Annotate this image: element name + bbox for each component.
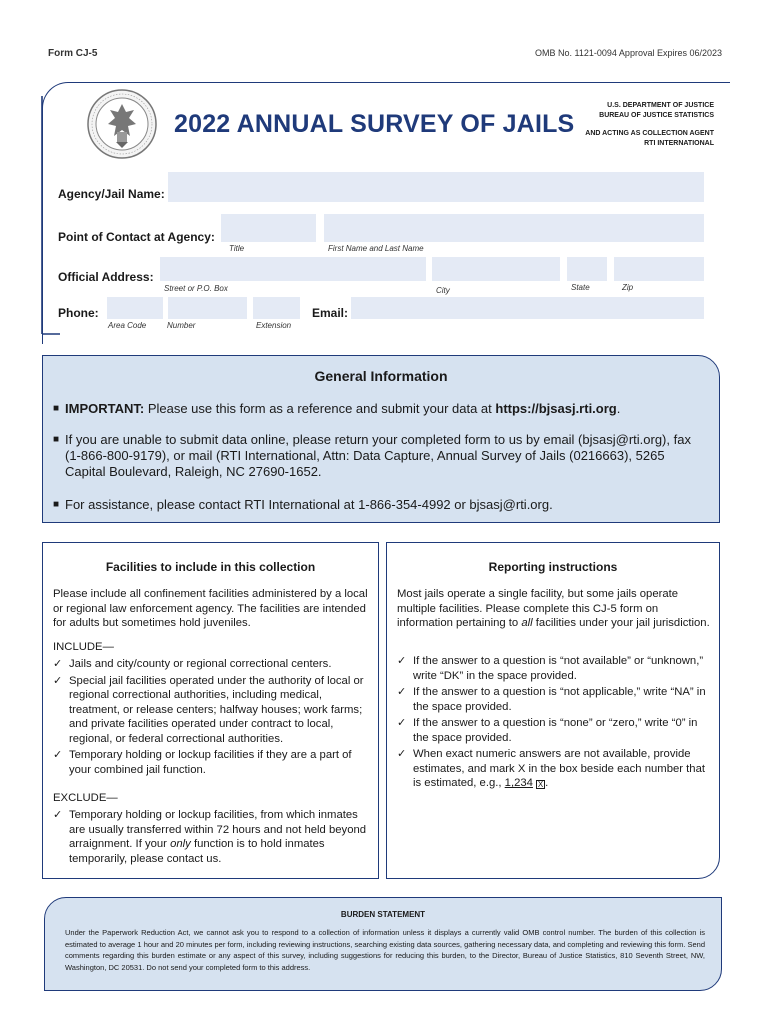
bullet-icon: ■	[53, 434, 60, 445]
reporting-item: ✓ If the answer to a question is “none” or “zero,” write “0” in the space provided.	[397, 717, 698, 744]
contact-name-field[interactable]	[324, 214, 704, 242]
checkmark-icon: ✓	[53, 749, 63, 761]
burden-panel	[44, 897, 722, 991]
agency-name-label: Agency/Jail Name:	[58, 187, 165, 201]
area-code-field[interactable]	[107, 297, 163, 319]
include-item: ✓ Jails and city/county or regional correctional centers.	[53, 658, 332, 670]
reporting-item: ✓ If the answer to a question is “not available” or “unknown,” write “DK” in the space provided.	[397, 655, 704, 682]
facilities-title: Facilities to include in this collection	[105, 560, 316, 574]
assistance-text: For assistance, please contact RTI International at 1-866-354-4992 or bjsasj@rti.org.	[65, 497, 553, 512]
example-value: 1,234	[504, 777, 533, 789]
email-field[interactable]	[351, 297, 704, 319]
facilities-panel	[42, 542, 379, 879]
doj-seal-icon	[86, 88, 158, 160]
include-label: INCLUDE—	[53, 641, 114, 653]
info-item-important	[53, 401, 708, 417]
info-item-return	[53, 432, 708, 480]
bullet-icon: ■	[53, 403, 60, 414]
estimate-checkbox: X	[537, 780, 544, 789]
extension-caption: Extension	[256, 321, 292, 330]
include-item: ✓ Temporary holding or lockup facilities if they are a part of your combined jail function.	[53, 749, 352, 776]
info-item-assistance	[53, 497, 708, 513]
exclude-label: EXCLUDE—	[53, 792, 118, 804]
street-caption: Street or P.O. Box	[164, 284, 228, 293]
agent-block	[544, 129, 714, 149]
checkmark-icon: ✓	[397, 748, 407, 760]
checkmark-icon: ✓	[53, 674, 63, 687]
agency-block	[554, 101, 714, 121]
survey-title: 2022 ANNUAL SURVEY OF JAILS	[174, 110, 575, 138]
contact-label: Point of Contact at Agency:	[58, 230, 215, 244]
bullet-icon: ■	[53, 499, 60, 510]
reporting-title: Reporting instructions	[488, 560, 618, 574]
title-caption: Title	[229, 244, 245, 253]
agency-name-field[interactable]	[168, 172, 704, 202]
omb-number: OMB No. 1121-0094 Approval Expires 06/2023	[535, 48, 722, 58]
important-end: .	[616, 401, 621, 416]
phone-number-field[interactable]	[168, 297, 247, 319]
checkmark-icon: ✓	[53, 658, 63, 670]
checkmark-icon: ✓	[397, 686, 407, 698]
exclude-list	[53, 808, 371, 866]
reporting-intro: Most jails operate a single facility, but some jails operate multiple facilities. Please complete this CJ-5 form on information pertaining to all facilities under your jail jurisdiction.	[397, 588, 710, 629]
facilities-intro: Please include all confinement facilities administered by a local or regional law enforcement agency. The facilities are intended for adults but sometimes hold juveniles.	[53, 588, 368, 629]
extension-field[interactable]	[253, 297, 300, 319]
agency-line-2: BUREAU OF JUSTICE STATISTICS	[599, 112, 714, 119]
checkmark-icon: ✓	[397, 655, 407, 667]
agency-line-3: AND ACTING AS COLLECTION AGENT	[585, 130, 714, 137]
exclude-item: ✓ Temporary holding or lockup facilities, from which inmates are usually transferred within 72 hours and not held beyond arraignment. If your only function is to hold inmates temporarily, please contact us.	[53, 809, 367, 865]
checkmark-icon: ✓	[397, 717, 407, 729]
form-id: Form CJ-5	[48, 48, 98, 59]
city-field[interactable]	[432, 257, 560, 281]
phone-label: Phone:	[58, 306, 99, 320]
name-caption: First Name and Last Name	[328, 244, 424, 253]
email-label: Email:	[312, 306, 349, 320]
agency-line-4: RTI INTERNATIONAL	[644, 140, 714, 147]
street-field[interactable]	[160, 257, 426, 281]
general-info-title: General Information	[314, 368, 448, 384]
state-caption: State	[571, 283, 590, 292]
city-caption: City	[436, 286, 450, 295]
important-label: IMPORTANT:	[65, 401, 145, 416]
include-list	[53, 657, 371, 777]
reporting-item: ✓ If the answer to a question is “not applicable,” write “NA” in the space provided.	[397, 686, 706, 713]
contact-title-field[interactable]	[221, 214, 316, 242]
state-field[interactable]	[567, 257, 607, 281]
important-text: Please use this form as a reference and submit your data at	[144, 401, 496, 416]
zip-caption: Zip	[622, 283, 634, 292]
agency-line-1: U.S. DEPARTMENT OF JUSTICE	[607, 102, 714, 109]
area-code-caption: Area Code	[108, 321, 147, 330]
reporting-item: ✓ When exact numeric answers are not available, provide estimates, and mark X in the box beside each number that is estimated, e.g., 1,234 X .	[397, 748, 705, 789]
reporting-panel	[386, 542, 720, 879]
burden-text: Under the Paperwork Reduction Act, we cannot ask you to respond to a collection of information unless it displays a currently valid OMB control number. The burden of this collection is estimated to average 1 hour and 20 minutes per form, including reviewing instructions, searching existing data sources, gathering necessary data, and completing and reviewing this form. Send comments regarding this burden estimate or any aspect of this survey, including suggestions for reducing this burden, to the Director, Bureau of Justice Statistics, 810 Seventh Street, NW, Washington, DC 20531. Do not send your completed form to this address.	[65, 928, 705, 972]
general-info-panel	[42, 355, 720, 523]
checkmark-icon: ✓	[53, 809, 63, 821]
address-label: Official Address:	[58, 270, 154, 284]
return-text: If you are unable to submit data online, please return your completed form to us by email (bjsasj@rti.org), fax (1-866-800-9179), or mail (RTI International, Attn: Data Capture, Annual Survey of Jails (0216663), 5265 Capital Boulevard, Raleigh, NC 27690-1652.	[65, 432, 691, 479]
number-caption: Number	[167, 321, 196, 330]
reporting-list	[397, 654, 715, 791]
submit-url-link[interactable]: https://bjsasj.rti.org	[495, 401, 617, 416]
burden-title: BURDEN STATEMENT	[340, 910, 426, 919]
include-item: ✓ Special jail facilities operated under the authority of local or regional correctional authorities, including medical, treatment, or release centers; halfway houses; work farms; and private facilities operated under contract to local, regional, or federal correctional authorities.	[53, 674, 364, 745]
zip-field[interactable]	[614, 257, 704, 281]
